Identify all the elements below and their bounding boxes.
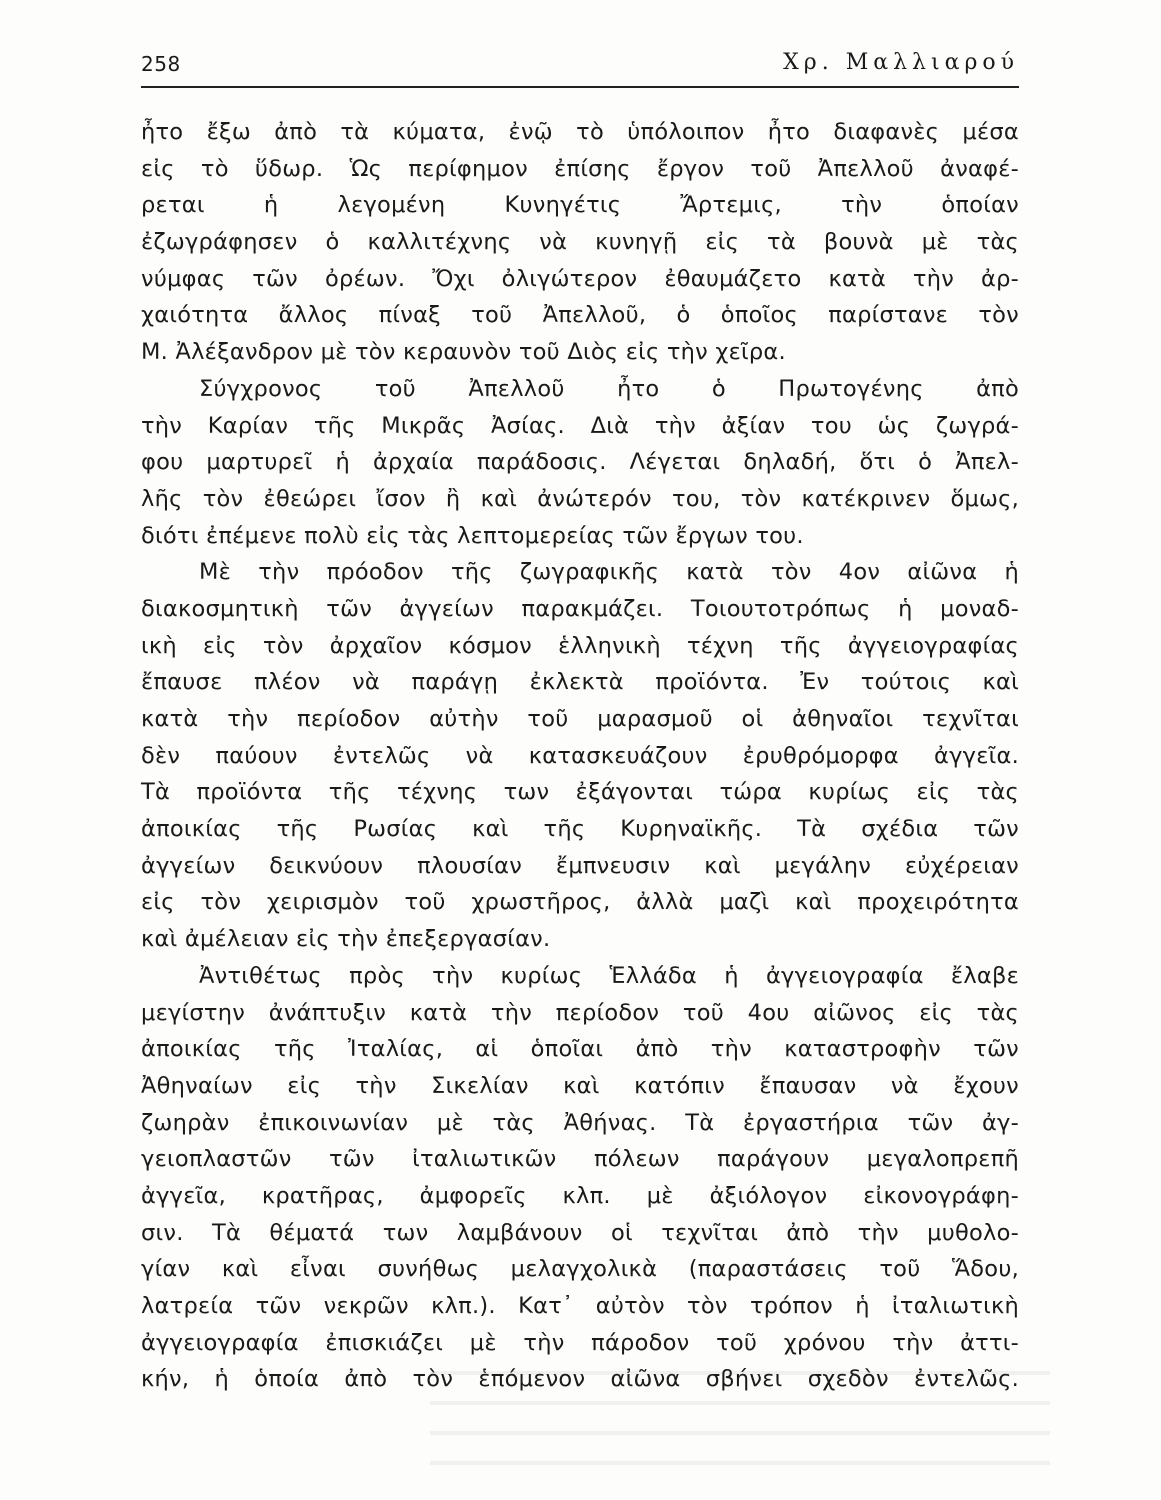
text-line: ἀποικίας τῆς Ἰταλίας, αἱ ὁποῖαι ἀπὸ τὴν καταστροφὴν τῶν (141, 1036, 1019, 1063)
text-line: νύμφας τῶν ὀρέων. Ὄχι ὀλιγώτερον ἐθαυμάζετο κατὰ τὴν ἀρ- (141, 265, 1019, 292)
text-line: ἐζωγράφησεν ὁ καλλιτέχνης νὰ κυνηγῇ εἰς τὰ βουνὰ μὲ τὰς (141, 229, 1019, 256)
text-line: διακοσμητικὴ τῶν ἀγγείων παρακμάζει. Τοιουτοτρόπως ἡ μοναδ- (141, 595, 1019, 622)
text-line: κατὰ τὴν περίοδον αὐτὴν τοῦ μαρασμοῦ οἱ ἀθηναῖοι τεχνῖται (141, 706, 1019, 732)
text-line: γειοπλαστῶν τῶν ἰταλιωτικῶν πόλεων παράγουν μεγαλοπρεπῆ (141, 1146, 1019, 1173)
text-line: χαιότητα ἄλλος πίναξ τοῦ Ἀπελλοῦ, ὁ ὁποῖος παρίστανε τὸν (141, 302, 1019, 329)
text-line: Μ. Ἀλέξανδρον μὲ τὸν κεραυνὸν τοῦ Διὸς εἰς τὴν χεῖρα. (141, 339, 786, 366)
paragraph-start: Σύγχρονος τοῦ Ἀπελλοῦ ἦτο ὁ Πρωτογένης ἀπὸ (199, 375, 1019, 402)
text-line: ἀγγείων δεικνύουν πλουσίαν ἔμπνευσιν καὶ μεγάλην εὐχέρειαν (141, 852, 1019, 879)
text-line: Τὰ προϊόντα τῆς τέχνης των ἐξάγονται τώρα κυρίως εἰς τὰς (141, 779, 1019, 806)
text-line: ικὴ εἰς τὸν ἀρχαῖον κόσμον ἑλληνικὴ τέχνη τῆς ἀγγειογραφίας (141, 632, 1019, 659)
body-text (141, 114, 1019, 1398)
text-line: ζωηρὰν ἐπικοινωνίαν μὲ τὰς Ἀθήνας. Τὰ ἐργαστήρια τῶν ἀγ- (141, 1109, 1019, 1136)
running-head: Χρ. Μαλλιαρού (783, 50, 1019, 75)
reverse-side-bleedthrough (430, 1345, 1050, 1485)
paragraph-start: Ἀντιθέτως πρὸς τὴν κυρίως Ἑλλάδα ἡ ἀγγειογραφία ἔλαβε (199, 962, 1019, 989)
text-line: ἀποικίας τῆς Ρωσίας καὶ τῆς Κυρηναϊκῆς. Τὰ σχέδια τῶν (141, 816, 1019, 843)
text-line: ἀγγειογραφία ἐπισκιάζει μὲ τὴν πάροδον τοῦ χρόνου τὴν ἀττι- (141, 1329, 1019, 1356)
text-line: δὲν παύουν ἐντελῶς νὰ κατασκευάζουν ἐρυθρόμορφα ἀγγεῖα. (141, 742, 1019, 769)
text-line: τὴν Καρίαν τῆς Μικρᾶς Ἀσίας. Διὰ τὴν ἀξίαν του ὡς ζωγρά- (141, 412, 1019, 439)
text-line: εἰς τὸν χειρισμὸν τοῦ χρωστῆρος, ἀλλὰ μαζὶ καὶ προχειρότητα (141, 889, 1019, 916)
text-line: φου μαρτυρεῖ ἡ ἀρχαία παράδοσις. Λέγεται δηλαδή, ὅτι ὁ Ἀπελ- (141, 449, 1019, 476)
text-line: ἦτο ἔξω ἀπὸ τὰ κύματα, ἐνῷ τὸ ὑπόλοιπον ἦτο διαφανὲς μέσα (141, 119, 1019, 145)
text-line: ἀγγεῖα, κρατῆρας, ἀμφορεῖς κλπ. μὲ ἀξιόλογον εἰκονογράφη- (141, 1182, 1019, 1209)
text-line: εἰς τὸ ὕδωρ. Ὡς περίφημον ἐπίσης ἔργον τοῦ Ἀπελλοῦ ἀναφέ- (141, 155, 1019, 182)
paragraph-start: Μὲ τὴν πρόοδον τῆς ζωγραφικῆς κατὰ τὸν 4ον αἰῶνα ἡ (199, 559, 1019, 586)
page-number: 258 (141, 52, 181, 76)
page-header (141, 46, 1019, 88)
text-line: λῆς τὸν ἐθεώρει ἴσον ἢ καὶ ἀνώτερόν του, τὸν κατέκρινεν ὅμως, (141, 485, 1019, 512)
text-line: μεγίστην ἀνάπτυξιν κατὰ τὴν περίοδον τοῦ 4ου αἰῶνος εἰς τὰς (141, 999, 1019, 1026)
text-line: κήν, ἡ ὁποία ἀπὸ τὸν ἑπόμενον αἰῶνα σβήνει σχεδὸν ἐντελῶς. (141, 1366, 1019, 1393)
text-line: λατρεία τῶν νεκρῶν κλπ.). Κατ᾽ αὐτὸν τὸν τρόπον ἡ ἰταλιωτικὴ (141, 1293, 1019, 1319)
text-line: ἔπαυσε πλέον νὰ παράγῃ ἐκλεκτὰ προϊόντα. Ἐν τούτοις καὶ (141, 669, 1019, 696)
text-line: καὶ ἀμέλειαν εἰς τὴν ἐπεξεργασίαν. (141, 926, 551, 953)
text-line: Ἀθηναίων εἰς τὴν Σικελίαν καὶ κατόπιν ἔπαυσαν νὰ ἔχουν (141, 1072, 1019, 1099)
text-line: σιν. Τὰ θέματά των λαμβάνουν οἱ τεχνῖται ἀπὸ τὴν μυθολο- (141, 1219, 1019, 1246)
text-line: διότι ἐπέμενε πολὺ εἰς τὰς λεπτομερείας τῶν ἔργων του. (141, 522, 804, 549)
text-line: ρεται ἡ λεγομένη Κυνηγέτις Ἄρτεμις, τὴν ὁποίαν (141, 192, 1019, 219)
text-line: γίαν καὶ εἶναι συνήθως μελαγχολικὰ (παραστάσεις τοῦ Ἅδου, (141, 1256, 1019, 1283)
